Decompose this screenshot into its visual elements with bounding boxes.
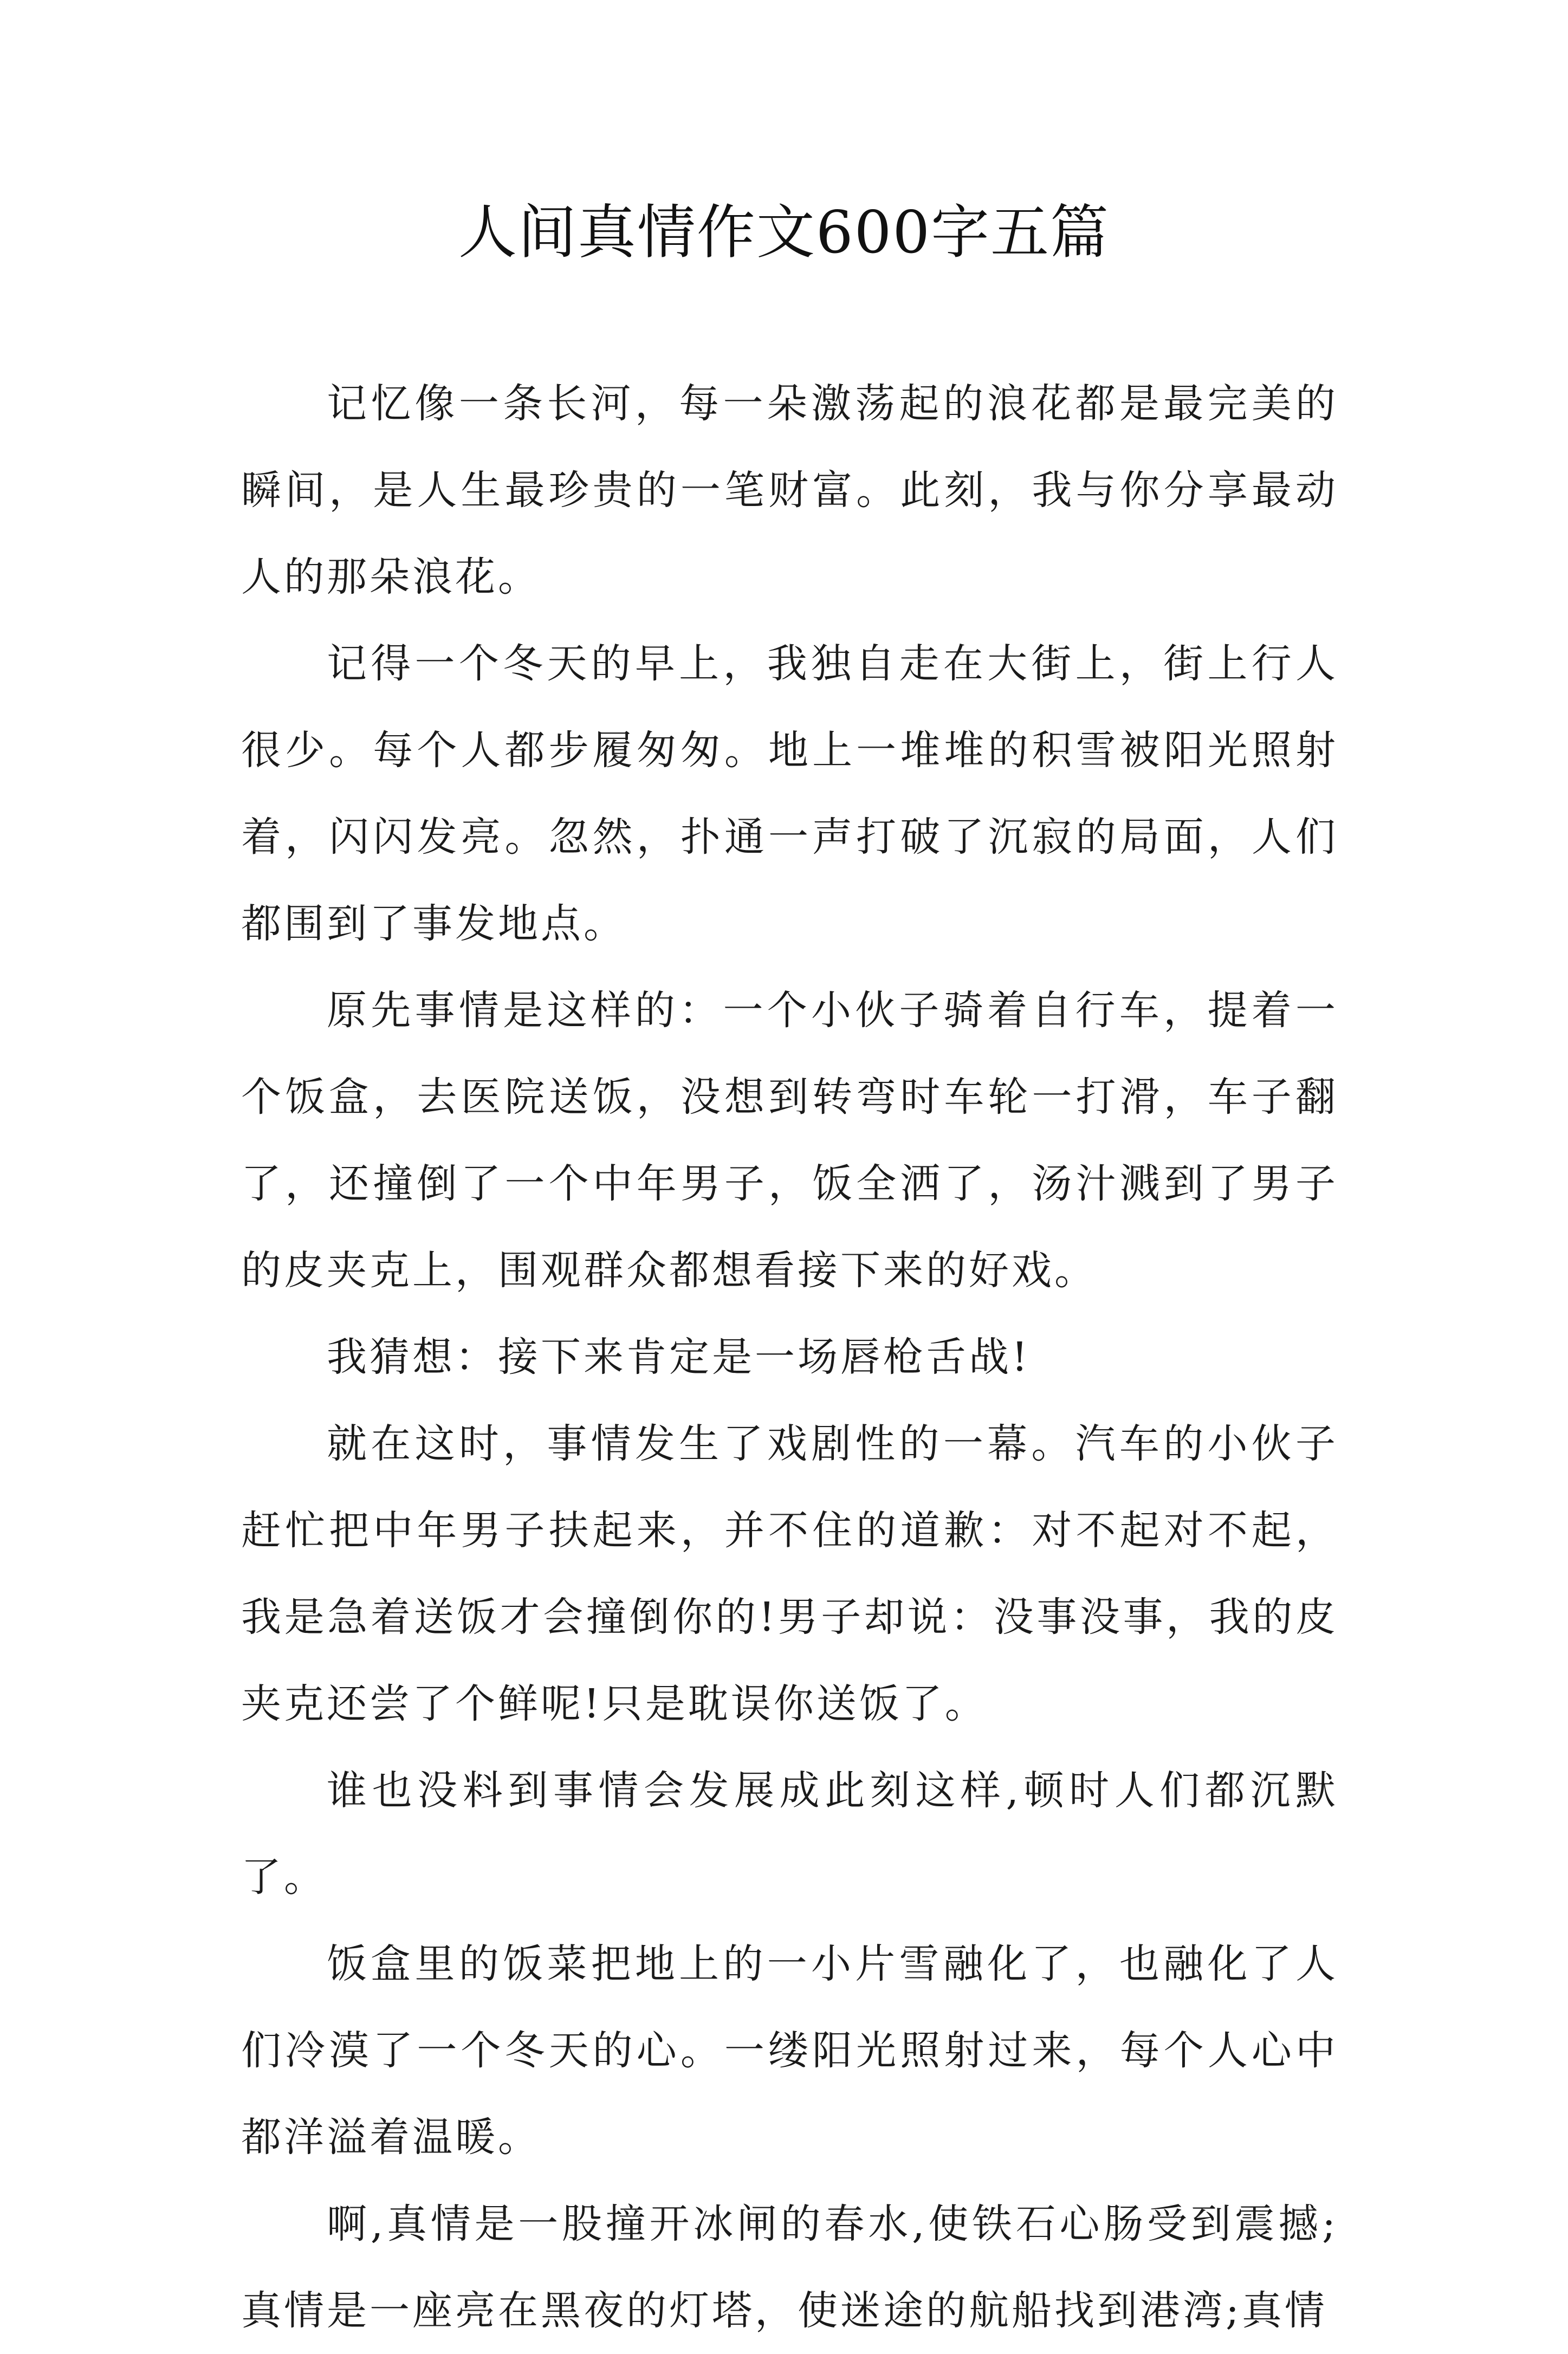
document-title: 人间真情作文600字五篇 bbox=[458, 199, 1110, 267]
paragraph: 我猜想：接下来肯定是一场唇枪舌战! bbox=[327, 1334, 1031, 1380]
paragraph: 谁也没料到事情会发展成此刻这样,顿时人们都沉默了。 bbox=[241, 1767, 1338, 1901]
paragraph: 原先事情是这样的：一个小伙子骑着自行车，提着一个饭盒，去医院送饭，没想到转弯时车轮一打滑，车子翻了，还撞倒了一个中年男子，饭全洒了，汤汁溅到了男子的皮夹克上，围观群众都想看接下来的好戏。 bbox=[241, 987, 1338, 1294]
paragraph: 就在这时，事情发生了戏剧性的一幕。汽车的小伙子赶忙把中年男子扶起来，并不住的道歉：对不起对不起，我是急着送饭才会撞倒你的!男子却说：没事没事，我的皮夹克还尝了个鲜呢!只是耽误你送饭了。 bbox=[241, 1421, 1338, 1727]
paragraph: 记忆像一条长河，每一朵激荡起的浪花都是最完美的瞬间，是人生最珍贵的一笔财富。此刻，我与你分享最动人的那朵浪花。 bbox=[241, 380, 1338, 600]
paragraph: 饭盒里的饭菜把地上的一小片雪融化了，也融化了人们冷漠了一个冬天的心。一缕阳光照射过来，每个人心中都洋溢着温暖。 bbox=[241, 1941, 1338, 2161]
paragraph: 记得一个冬天的早上，我独自走在大街上，街上行人很少。每个人都步履匆匆。地上一堆堆的积雪被阳光照射着，闪闪发亮。忽然，扑通一声打破了沉寂的局面，人们都围到了事发地点。 bbox=[241, 640, 1338, 947]
paragraph: 啊,真情是一股撞开冰闸的春水,使铁石心肠受到震撼;真情是一座亮在黑夜的灯塔，使迷途的航船找到港湾;真情 bbox=[241, 2201, 1338, 2334]
document-body bbox=[241, 360, 1338, 2354]
